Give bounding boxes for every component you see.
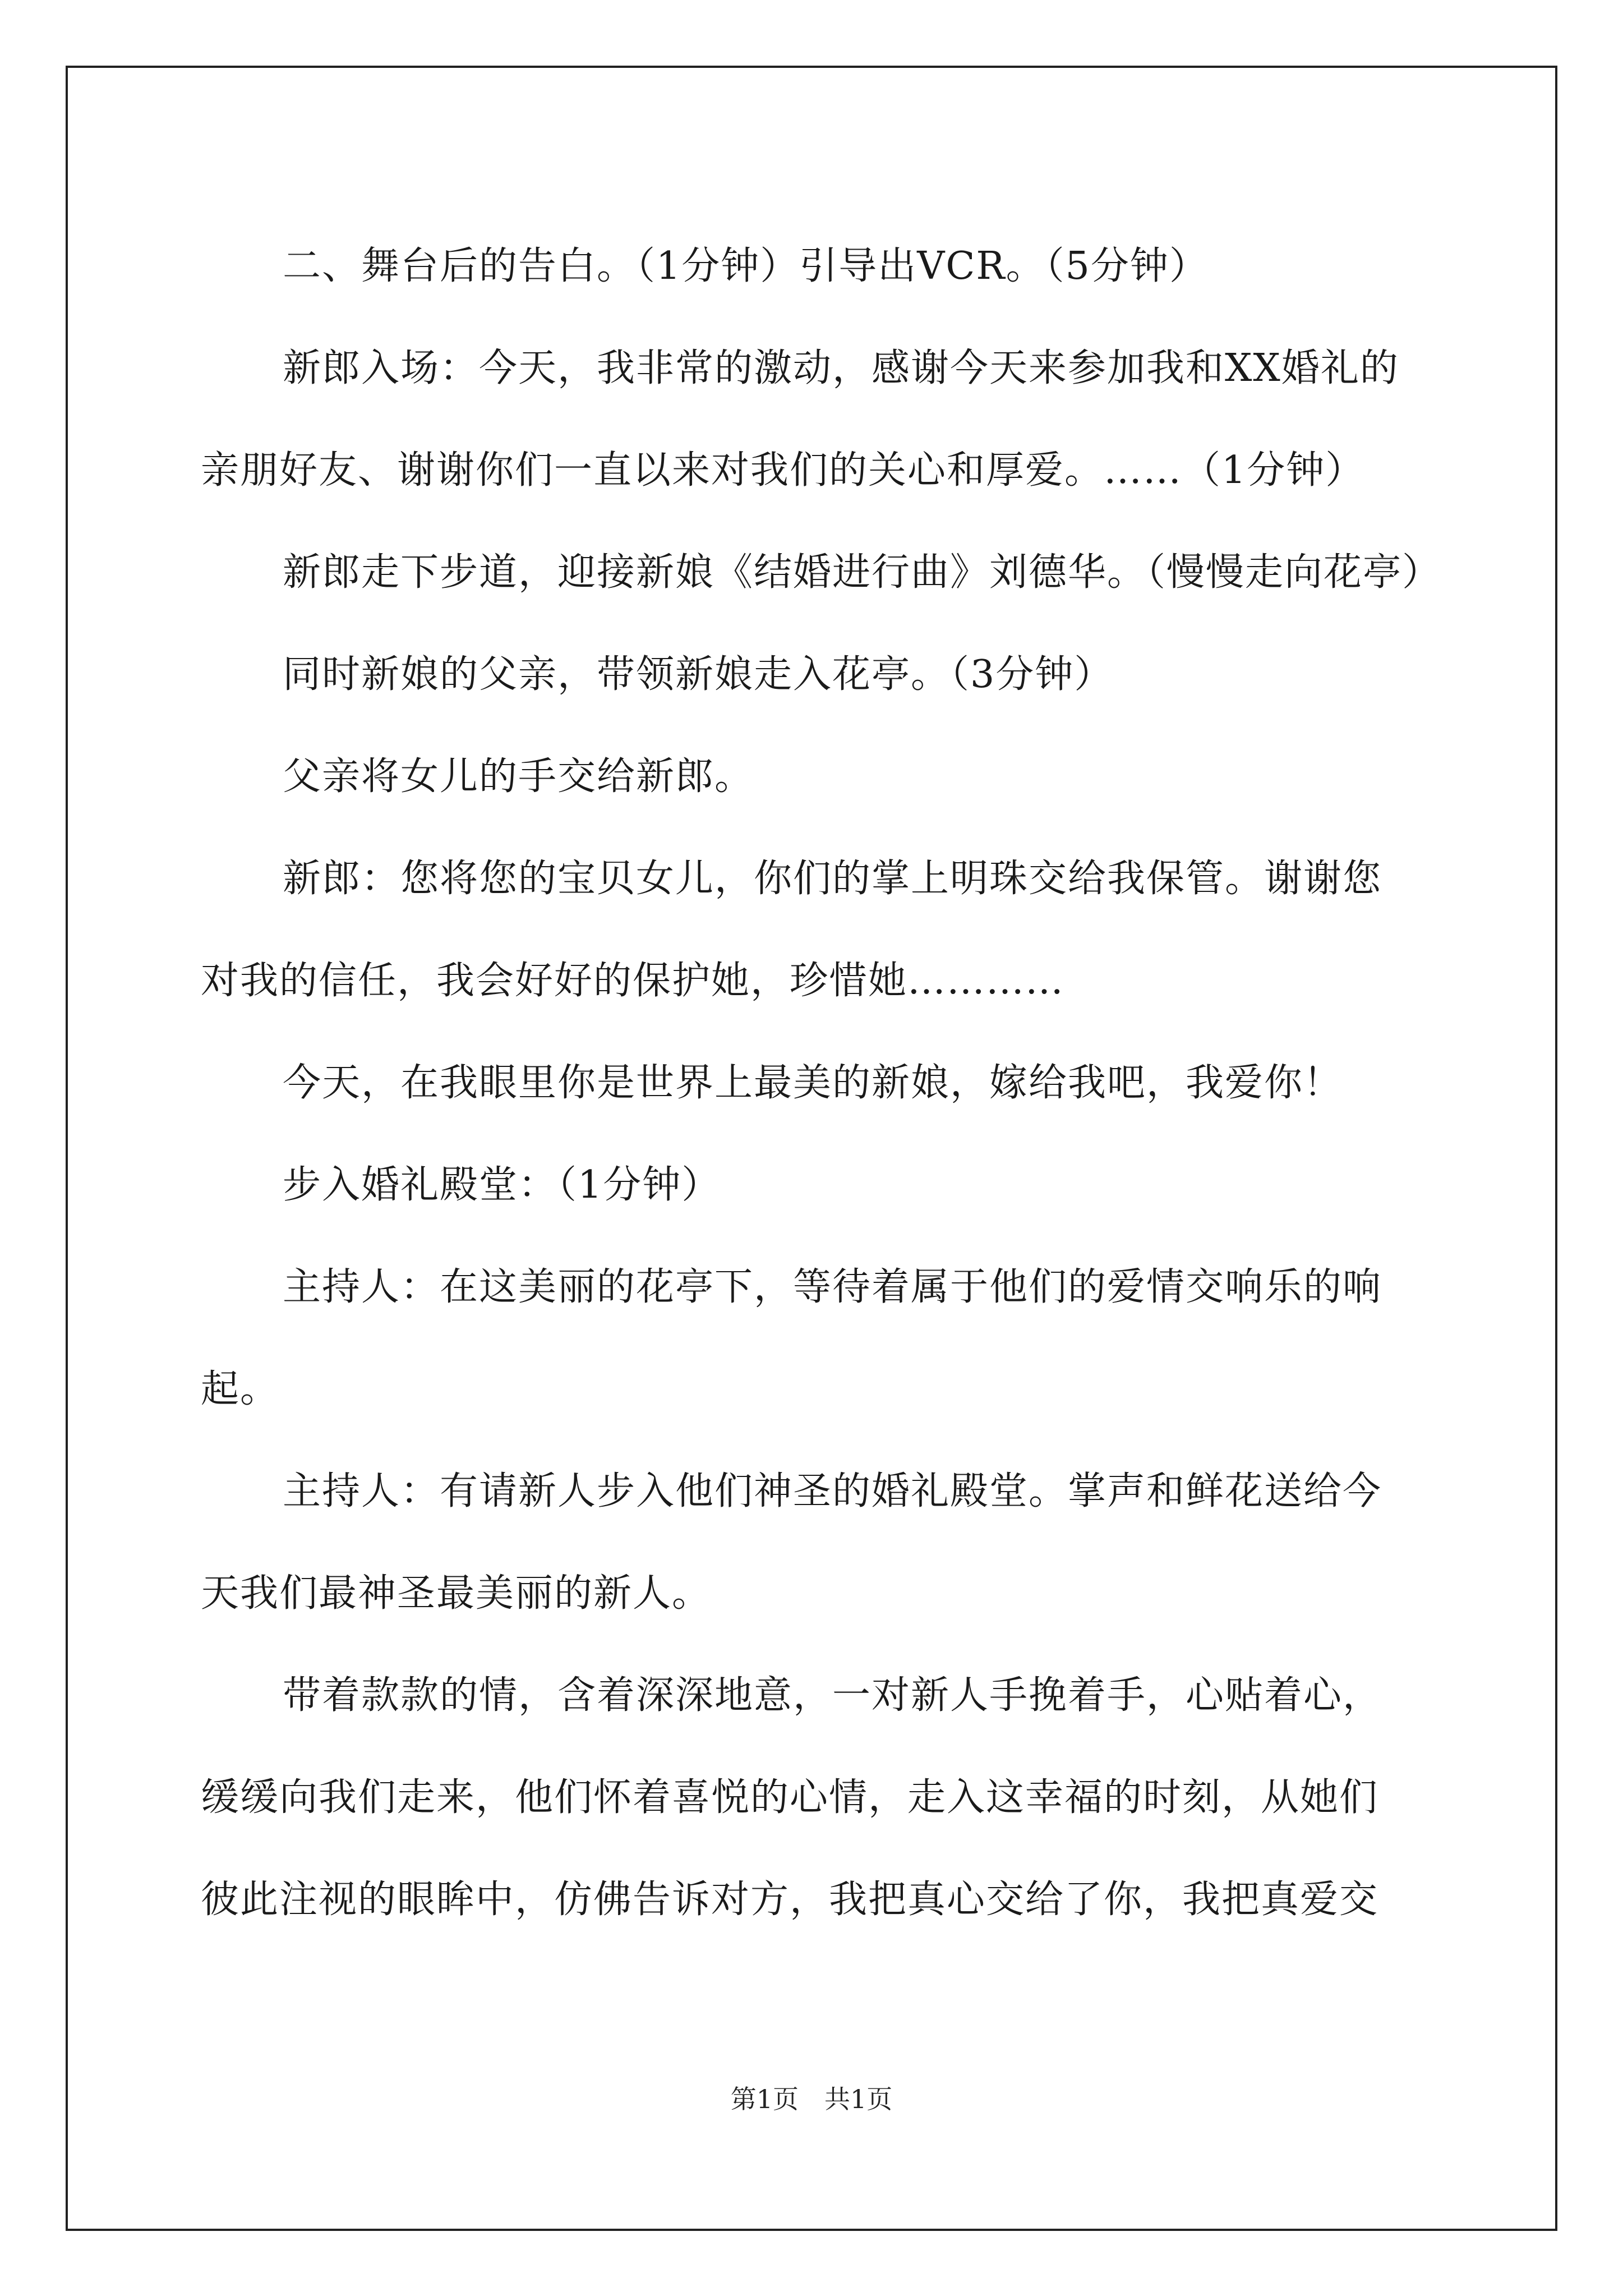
paragraph-groom-speech-cont: 对我的信任，我会好好的保护她，珍惜她………… (201, 959, 1065, 1003)
paragraph-host-pavilion: 主持人：在这美丽的花亭下，等待着属于他们的爱情交响乐的响 (283, 1265, 1382, 1309)
paragraph-couple-approach-cont2: 彼此注视的眼眸中，仿佛告诉对方，我把真心交给了你，我把真爱交 (201, 1878, 1379, 1922)
paragraph-groom-speech: 新郎：您将您的宝贝女儿，你们的掌上明珠交给我保管。谢谢您 (283, 857, 1382, 901)
document-body (201, 215, 1442, 1951)
paragraph-host-invite-cont: 天我们最神圣最美丽的新人。 (201, 1571, 712, 1616)
page-number-current: 第1页 (730, 2084, 799, 2114)
page-number-total: 共1页 (824, 2084, 893, 2114)
paragraph-proposal: 今天，在我眼里你是世界上最美的新娘，嫁给我吧，我爱你！ (283, 1061, 1343, 1105)
paragraph-stage-confession: 二、舞台后的告白。（1分钟）引导出VCR。（5分钟） (283, 244, 1209, 288)
paragraph-groom-walks: 新郎走下步道，迎接新娘《结婚进行曲》刘德华。（慢慢走向花亭） (283, 550, 1442, 595)
paragraph-host-pavilion-cont: 起。 (201, 1367, 280, 1411)
page-footer (0, 2079, 1623, 2116)
paragraph-groom-entrance-cont: 亲朋好友、谢谢你们一直以来对我们的关心和厚爱。……（1分钟） (201, 448, 1365, 493)
paragraph-host-invite: 主持人：有请新人步入他们神圣的婚礼殿堂。掌声和鲜花送给今 (283, 1469, 1382, 1513)
paragraph-bride-father: 同时新娘的父亲，带领新娘走入花亭。（3分钟） (283, 652, 1114, 697)
paragraph-groom-entrance: 新郎入场：今天，我非常的激动，感谢今天来参加我和XX婚礼的 (283, 346, 1399, 390)
paragraph-couple-approach: 带着款款的情，含着深深地意，一对新人手挽着手，心贴着心， (283, 1673, 1382, 1718)
paragraph-couple-approach-cont1: 缓缓向我们走来，他们怀着喜悦的心情，走入这幸福的时刻，从她们 (201, 1775, 1379, 1820)
paragraph-hand-over: 父亲将女儿的手交给新郎。 (283, 754, 754, 799)
paragraph-enter-hall: 步入婚礼殿堂：（1分钟） (283, 1163, 721, 1207)
